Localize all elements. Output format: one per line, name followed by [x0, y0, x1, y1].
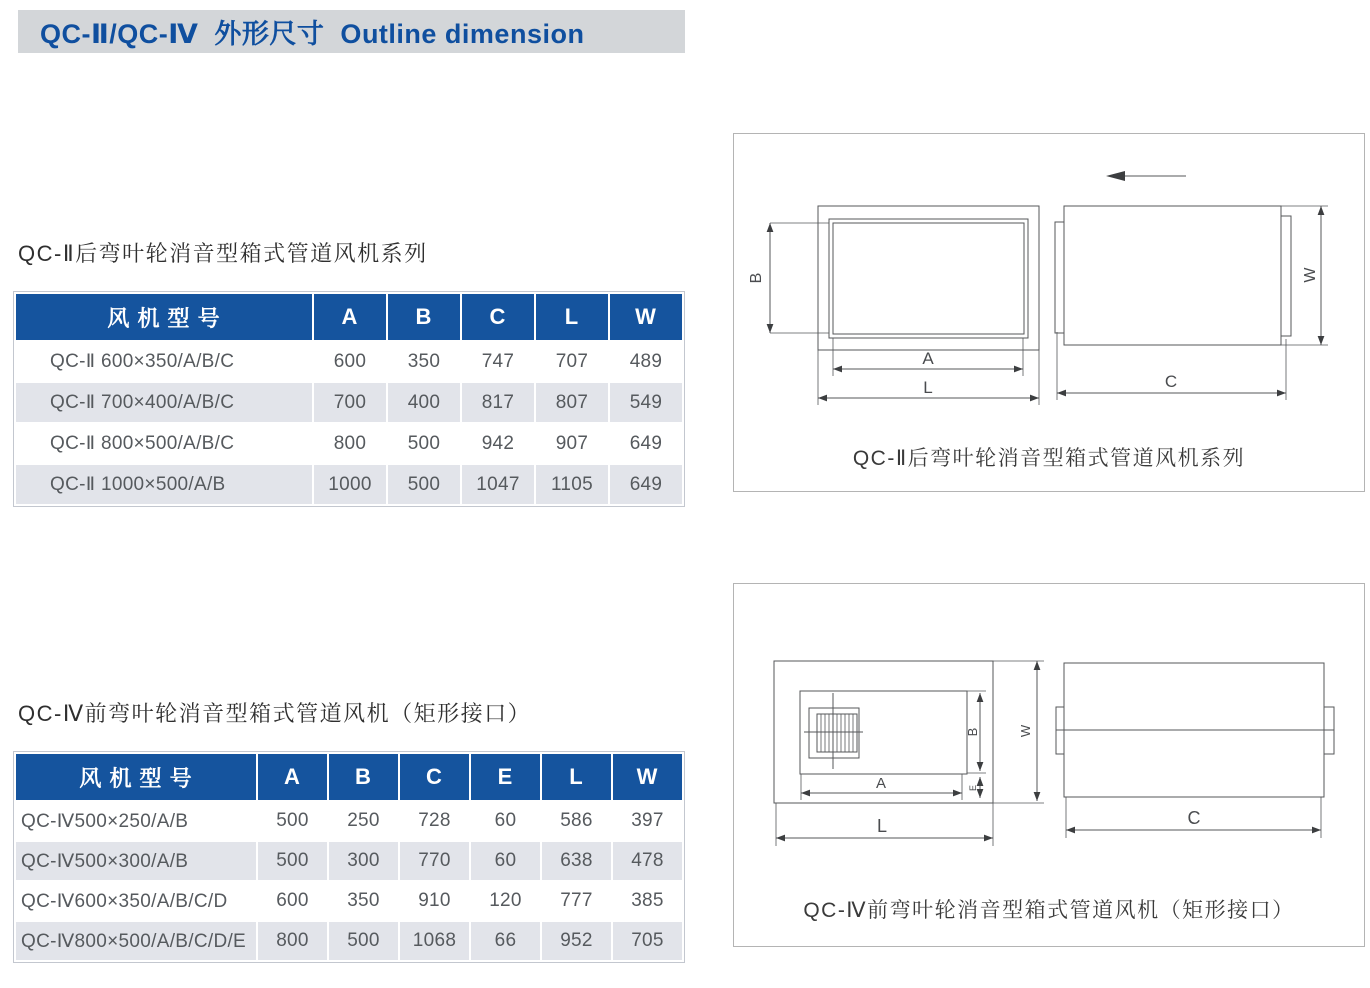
dim-label-l: L [923, 378, 933, 397]
dim-c: 728 [399, 801, 470, 841]
table-header-row [15, 293, 683, 341]
dim-w: 478 [612, 841, 683, 881]
table-header-row [15, 753, 683, 801]
dim-label-c: C [1187, 808, 1201, 828]
dim-label-a: A [922, 349, 934, 368]
table-row [15, 341, 683, 382]
dim-label-w: W [1302, 267, 1319, 283]
dim-l: 586 [541, 801, 612, 841]
dim-label-w: W [1018, 724, 1033, 738]
column-header-l: L [541, 753, 612, 801]
qc4-outline-drawing [734, 584, 1364, 946]
dim-c: 770 [399, 841, 470, 881]
dim-label-c: C [1164, 372, 1178, 391]
dim-l: 807 [535, 382, 609, 423]
dim-w: 385 [612, 881, 683, 921]
dim-l: 1105 [535, 464, 609, 505]
dim-w: 549 [609, 382, 683, 423]
dim-b: 350 [328, 881, 399, 921]
table-row [15, 382, 683, 423]
column-header-w: W [609, 293, 683, 341]
qc2-side-view [1055, 206, 1328, 400]
dim-w: 705 [612, 921, 683, 961]
column-header-b: B [387, 293, 461, 341]
qc2-diagram-caption: QC-Ⅱ后弯叶轮消音型箱式管道风机系列 [852, 447, 1246, 470]
dim-label-e: E [968, 784, 978, 792]
dim-l: 907 [535, 423, 609, 464]
dim-a: 600 [313, 341, 387, 382]
dim-e: 66 [470, 921, 541, 961]
dim-c: 910 [399, 881, 470, 921]
fan-model: QC-Ⅳ500×250/A/B [15, 801, 257, 841]
dim-l: 707 [535, 341, 609, 382]
dim-e: 60 [470, 841, 541, 881]
column-header-a: A [257, 753, 328, 801]
dim-b: 350 [387, 341, 461, 382]
column-header-l: L [535, 293, 609, 341]
dim-b: 500 [328, 921, 399, 961]
dim-a: 500 [257, 801, 328, 841]
dim-w: 489 [609, 341, 683, 382]
fan-model: QC-Ⅱ 1000×500/A/B [15, 464, 313, 505]
dim-w: 649 [609, 464, 683, 505]
qc4-side-view [1056, 663, 1334, 838]
fan-model: QC-Ⅱ 800×500/A/B/C [15, 423, 313, 464]
dim-l: 777 [541, 881, 612, 921]
dim-a: 600 [257, 881, 328, 921]
qc4-top-view [774, 661, 1044, 846]
dim-a: 1000 [313, 464, 387, 505]
column-header-e: E [470, 753, 541, 801]
fan-model: QC-Ⅱ 600×350/A/B/C [15, 341, 313, 382]
table-row [15, 423, 683, 464]
dim-b: 300 [328, 841, 399, 881]
table-row [15, 464, 683, 505]
dim-c: 747 [461, 341, 535, 382]
fan-model: QC-Ⅳ600×350/A/B/C/D [15, 881, 257, 921]
table-row [15, 801, 683, 841]
column-header-w: W [612, 753, 683, 801]
inlet-grille-icon [804, 693, 863, 769]
dim-label-l: L [876, 816, 888, 836]
qc2-outline-drawing [734, 134, 1364, 491]
dim-a: 800 [257, 921, 328, 961]
dim-b: 500 [387, 464, 461, 505]
qc2-front-view [748, 206, 1039, 405]
column-header-model: 风 机 型 号 [15, 753, 257, 801]
qc4-spec-table [13, 751, 685, 963]
dim-label-b: B [748, 272, 765, 284]
dim-c: 942 [461, 423, 535, 464]
fan-model: QC-Ⅳ800×500/A/B/C/D/E [15, 921, 257, 961]
table-row [15, 841, 683, 881]
qc2-spec-table [13, 291, 685, 507]
dim-a: 500 [257, 841, 328, 881]
dim-c: 1068 [399, 921, 470, 961]
dim-label-a: A [875, 775, 887, 792]
dim-a: 800 [313, 423, 387, 464]
qc4-diagram-caption: QC-Ⅳ前弯叶轮消音型箱式管道风机（矩形接口） [803, 899, 1295, 922]
dim-w: 397 [612, 801, 683, 841]
column-header-c: C [461, 293, 535, 341]
dim-l: 638 [541, 841, 612, 881]
page-title-banner [18, 10, 685, 53]
column-header-c: C [399, 753, 470, 801]
dim-b: 250 [328, 801, 399, 841]
column-header-a: A [313, 293, 387, 341]
qc4-diagram-panel [733, 583, 1365, 947]
dim-b: 400 [387, 382, 461, 423]
table-row [15, 921, 683, 961]
dim-label-b: B [965, 727, 980, 737]
column-header-b: B [328, 753, 399, 801]
section2-heading: QC-Ⅳ前弯叶轮消音型箱式管道风机（矩形接口） [18, 701, 532, 726]
dim-w: 649 [609, 423, 683, 464]
dim-b: 500 [387, 423, 461, 464]
dim-e: 120 [470, 881, 541, 921]
fan-model: QC-Ⅳ500×300/A/B [15, 841, 257, 881]
page-title: QC-Ⅱ/QC-Ⅳ 外形尺寸 Outline dimension [40, 19, 585, 49]
table-row [15, 881, 683, 921]
qc2-diagram-panel [733, 133, 1365, 492]
dim-c: 1047 [461, 464, 535, 505]
dim-e: 60 [470, 801, 541, 841]
section1-heading: QC-Ⅱ后弯叶轮消音型箱式管道风机系列 [18, 241, 428, 266]
dim-l: 952 [541, 921, 612, 961]
fan-model: QC-Ⅱ 700×400/A/B/C [15, 382, 313, 423]
dim-a: 700 [313, 382, 387, 423]
airflow-arrow-icon [1106, 171, 1186, 181]
dim-c: 817 [461, 382, 535, 423]
column-header-model: 风 机 型 号 [15, 293, 313, 341]
